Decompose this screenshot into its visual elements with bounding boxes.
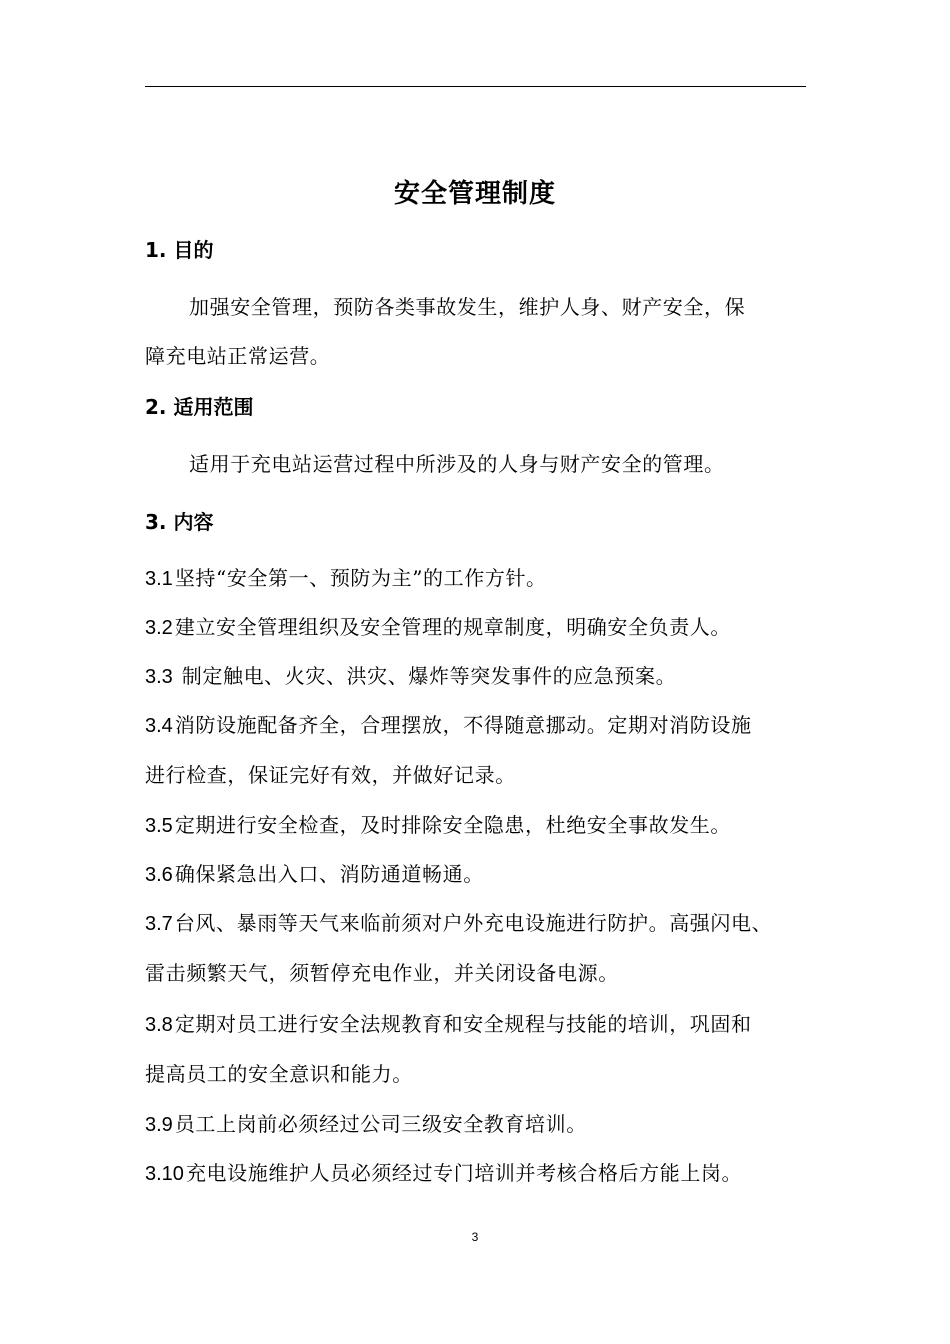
section-heading-purpose: 1. 目的 (145, 238, 214, 262)
paragraph-line: 加强安全管理，预防各类事故发生，维护人身、财产安全，保 (189, 295, 746, 319)
paragraph-line (145, 801, 815, 851)
content-item-3-4 (145, 701, 815, 800)
paragraph-scope (145, 440, 815, 489)
item-text: 定期进行安全检查，及时排除安全隐患，杜绝安全事故发生。 (174, 813, 732, 837)
item-text: 消防设施配备齐全，合理摆放，不得随意挪动。定期对消防设施 (174, 713, 752, 737)
content-item-3-2 (145, 603, 815, 653)
item-number: 3.10 (145, 1163, 184, 1185)
paragraph-line (145, 701, 815, 751)
paragraph-line: 进行检查，保证完好有效，并做好记录。 (145, 763, 516, 787)
item-text: 建立安全管理组织及安全管理的规章制度，明确安全负责人。 (174, 615, 732, 639)
paragraph-line (145, 1100, 815, 1150)
paragraph-purpose (145, 283, 815, 381)
content-item-3-8 (145, 1000, 815, 1099)
item-number: 3.7 (145, 913, 173, 935)
paragraph-line (145, 1149, 815, 1199)
item-text: 员工上岗前必须经过公司三级安全教育培训。 (174, 1112, 587, 1136)
item-text: 制定触电、火灾、洪灾、爆炸等突发事件的应急预案。 (174, 664, 677, 688)
item-number: 3.8 (145, 1014, 173, 1036)
content-item-3-3 (145, 652, 815, 702)
section-heading-content: 3. 内容 (145, 510, 214, 534)
item-text: 充电设施维护人员必须经过专门培训并考核合格后方能上岗。 (185, 1161, 743, 1185)
item-number: 3.6 (145, 864, 173, 886)
content-item-3-7 (145, 899, 815, 998)
content-item-3-1 (145, 554, 815, 604)
document-title: 安全管理制度 (393, 179, 556, 209)
paragraph-line (145, 603, 815, 653)
section-heading-scope: 2. 适用范围 (145, 395, 254, 419)
item-text: 台风、暴雨等天气来临前须对户外充电设施进行防护。高强闪电、 (174, 911, 773, 935)
content-item-3-5 (145, 801, 815, 851)
item-number: 3.1 (145, 568, 173, 590)
paragraph-line: 雷击频繁天气，须暂停充电作业，并关闭设备电源。 (145, 961, 619, 985)
page-number: 3 (471, 1230, 479, 1244)
content-item-3-6 (145, 850, 815, 900)
paragraph-line: 适用于充电站运营过程中所涉及的人身与财产安全的管理。 (189, 452, 725, 476)
paragraph-line (145, 1000, 815, 1050)
item-number: 3.3 (145, 666, 173, 688)
item-number: 3.5 (145, 815, 173, 837)
header-rule (145, 86, 806, 87)
item-text: 定期对员工进行安全法规教育和安全规程与技能的培训，巩固和 (174, 1012, 752, 1036)
item-text: 确保紧急出入口、消防通道畅通。 (174, 862, 484, 886)
content-item-3-9 (145, 1100, 815, 1150)
item-number: 3.4 (145, 715, 173, 737)
paragraph-line (145, 850, 815, 900)
paragraph-line: 障充电站正常运营。 (145, 344, 331, 368)
item-number: 3.2 (145, 617, 173, 639)
content-item-3-10 (145, 1149, 815, 1199)
item-text: 坚持“安全第一、预防为主”的工作方针。 (174, 566, 547, 590)
paragraph-line: 提高员工的安全意识和能力。 (145, 1062, 413, 1086)
paragraph-line (145, 652, 815, 702)
item-number: 3.9 (145, 1114, 173, 1136)
paragraph-line (145, 554, 815, 604)
paragraph-line (145, 899, 815, 949)
